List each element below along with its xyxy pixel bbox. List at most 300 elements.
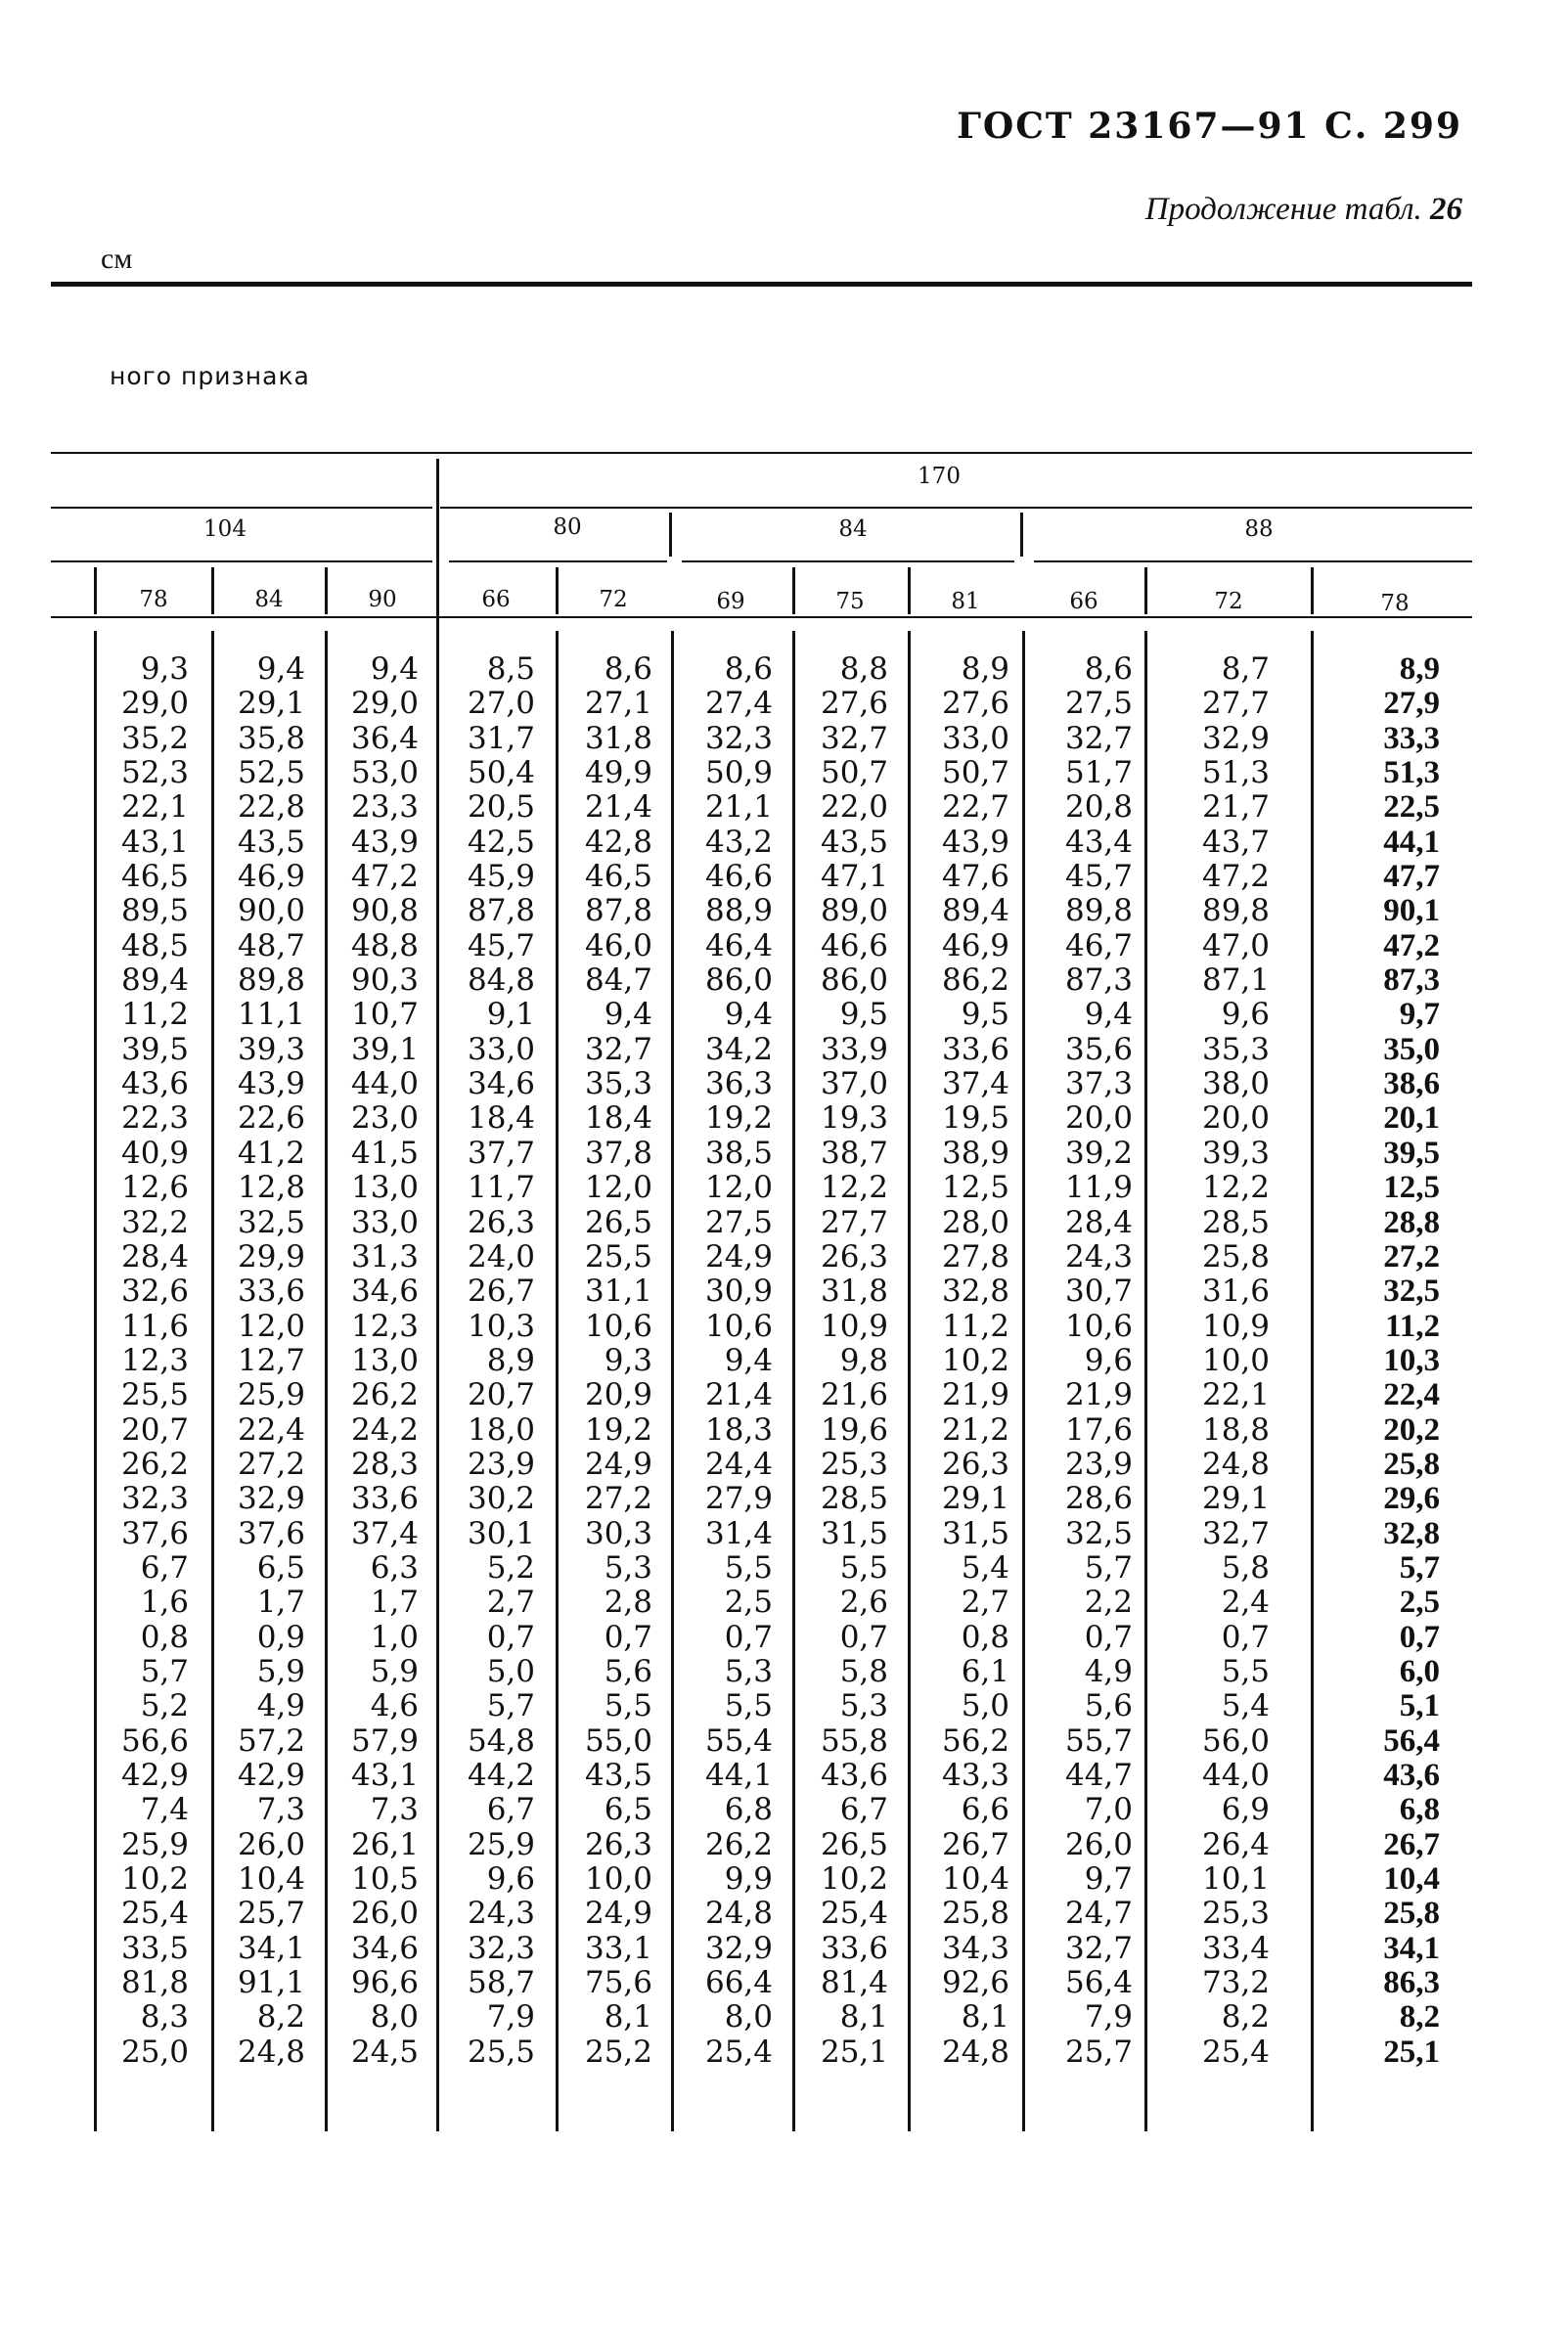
table-cell: 27,9 [704, 1481, 773, 1517]
table-cell: 19,5 [941, 1100, 1009, 1137]
table-cell: 96,6 [350, 1965, 419, 2001]
table-cell: 55,4 [704, 1722, 773, 1759]
table-cell: 9,1 [486, 997, 535, 1033]
table-cell: 26,2 [350, 1377, 419, 1413]
table-cell: 21,4 [584, 789, 652, 826]
table-cell: 26,3 [820, 1238, 888, 1275]
table-cell: 10,2 [820, 1861, 888, 1898]
table-cell: 25,8 [1201, 1238, 1270, 1275]
table-cell: 47,2 [350, 859, 419, 895]
table-cell: 18,3 [704, 1411, 773, 1448]
table-cell: 33,0 [467, 1031, 535, 1067]
table-cell: 55,7 [1064, 1722, 1133, 1759]
body-rule-3 [556, 631, 559, 2131]
table-cell: 51,3 [1201, 755, 1270, 791]
table-cell: 5,5 [724, 1549, 773, 1586]
table-cell: 5,6 [1084, 1688, 1133, 1724]
table-cell: 81,4 [820, 1965, 888, 2001]
table-cell: 29,6 [1383, 1481, 1440, 1517]
table-cell: 46,7 [1064, 927, 1133, 963]
table-cell: 32,7 [584, 1031, 652, 1067]
table-cell: 37,8 [584, 1135, 652, 1171]
table-cell: 55,0 [584, 1722, 652, 1759]
table-cell: 4,6 [370, 1688, 419, 1724]
table-cell: 25,4 [1201, 2034, 1270, 2070]
table-cell: 27,5 [704, 1204, 773, 1240]
table-cell: 10,6 [1064, 1308, 1133, 1344]
table-cell: 26,1 [350, 1826, 419, 1862]
table-cell: 31,8 [584, 720, 652, 756]
table-cell: 28,4 [120, 1238, 189, 1275]
table-cell: 49,9 [584, 755, 652, 791]
table-cell: 43,5 [820, 824, 888, 860]
table-cell: 46,9 [941, 927, 1009, 963]
table-cell: 8,1 [839, 1999, 888, 2035]
table-cell: 46,6 [820, 927, 888, 963]
table-cell: 5,2 [486, 1549, 535, 1586]
table-cell: 32,3 [120, 1481, 189, 1517]
table-cell: 19,2 [584, 1411, 652, 1448]
table-cell: 33,0 [350, 1204, 419, 1240]
table-cell: 1,0 [370, 1619, 419, 1655]
table-cell: 89,0 [820, 893, 888, 929]
table-cell: 9,4 [370, 651, 419, 687]
table-cell: 29,0 [120, 686, 189, 722]
table-cell: 43,4 [1064, 824, 1133, 860]
table-cell: 21,1 [704, 789, 773, 826]
table-cell: 90,3 [350, 962, 419, 999]
table-cell: 89,4 [120, 962, 189, 999]
table-cell: 9,7 [1084, 1861, 1133, 1898]
table-cell: 25,4 [120, 1896, 189, 1932]
table-cell: 25,7 [1064, 2034, 1133, 2070]
table-cell: 8,6 [724, 651, 773, 687]
table-cell: 24,8 [237, 2034, 305, 2070]
table-cell: 26,7 [1383, 1826, 1440, 1862]
table-cell: 42,8 [584, 824, 652, 860]
table-cell: 24,8 [704, 1896, 773, 1932]
table-cell: 8,6 [604, 651, 652, 687]
feature-label: ного признака [110, 362, 310, 390]
table-cell: 11,6 [120, 1308, 189, 1344]
table-cell: 46,6 [704, 859, 773, 895]
table-cell: 22,6 [237, 1100, 305, 1137]
table-cell: 31,3 [350, 1238, 419, 1275]
table-cell: 7,4 [140, 1792, 189, 1828]
table-cell: 8,0 [370, 1999, 419, 2035]
table-cell: 5,8 [1221, 1549, 1270, 1586]
table-cell: 9,4 [604, 997, 652, 1033]
table-cell: 1,7 [370, 1585, 419, 1621]
table-cell: 12,8 [237, 1170, 305, 1206]
table-cell: 2,2 [1084, 1585, 1133, 1621]
table-cell: 36,3 [704, 1066, 773, 1102]
table-cell: 43,9 [941, 824, 1009, 860]
table-cell: 27,6 [820, 686, 888, 722]
table-cell: 23,9 [467, 1446, 535, 1482]
group-rule-right [440, 507, 1472, 509]
table-cell: 0,7 [1084, 1619, 1133, 1655]
table-cell: 43,6 [1383, 1758, 1440, 1793]
body-rule-7 [1022, 631, 1025, 2131]
table-cell: 19,3 [820, 1100, 888, 1137]
table-cell: 19,6 [820, 1411, 888, 1448]
col-rule-1 [211, 567, 214, 614]
table-cell: 9,4 [1084, 997, 1133, 1033]
table-cell: 24,3 [467, 1896, 535, 1932]
table-cell: 43,6 [120, 1066, 189, 1102]
table-cell: 5,9 [370, 1653, 419, 1689]
table-cell: 31,4 [704, 1515, 773, 1551]
table-cell: 47,7 [1383, 859, 1440, 895]
table-cell: 46,5 [120, 859, 189, 895]
table-cell: 4,9 [1084, 1653, 1133, 1689]
table-cell: 31,5 [941, 1515, 1009, 1551]
table-cell: 39,3 [1201, 1135, 1270, 1171]
table-number: 26 [1430, 192, 1462, 227]
table-cell: 12,6 [120, 1170, 189, 1206]
column-header: 69 [716, 589, 745, 614]
column-header: 66 [481, 587, 511, 612]
table-cell: 27,0 [467, 686, 535, 722]
table-cell: 11,2 [1385, 1308, 1440, 1344]
table-cell: 24,7 [1064, 1896, 1133, 1932]
table-cell: 5,3 [604, 1549, 652, 1586]
table-cell: 89,8 [1201, 893, 1270, 929]
table-cell: 44,1 [704, 1758, 773, 1793]
table-cell: 9,3 [604, 1342, 652, 1378]
table-cell: 31,5 [820, 1515, 888, 1551]
table-cell: 10,9 [1201, 1308, 1270, 1344]
table-cell: 33,3 [1383, 720, 1440, 756]
table-cell: 37,0 [820, 1066, 888, 1102]
table-cell: 34,1 [237, 1930, 305, 1966]
table-cell: 26,3 [941, 1446, 1009, 1482]
table-cell: 5,0 [961, 1688, 1009, 1724]
table-cell: 32,7 [1064, 720, 1133, 756]
table-cell: 6,8 [724, 1792, 773, 1828]
table-cell: 89,5 [120, 893, 189, 929]
table-cell: 48,5 [120, 927, 189, 963]
table-cell: 89,8 [1064, 893, 1133, 929]
table-cell: 32,2 [120, 1204, 189, 1240]
table-cell: 32,3 [467, 1930, 535, 1966]
table-cell: 30,7 [1064, 1274, 1133, 1310]
table-cell: 31,6 [1201, 1274, 1270, 1310]
table-cell: 22,4 [1383, 1377, 1440, 1413]
table-cell: 28,6 [1064, 1481, 1133, 1517]
table-cell: 12,3 [350, 1308, 419, 1344]
table-cell: 20,5 [467, 789, 535, 826]
table-cell: 35,2 [120, 720, 189, 756]
data-column [560, 652, 652, 2070]
table-cell: 10,4 [1383, 1861, 1440, 1898]
subgroup-rule-88 [1034, 560, 1472, 562]
height-group-header: 170 [918, 464, 961, 489]
table-cell: 0,8 [140, 1619, 189, 1655]
table-cell: 33,5 [120, 1930, 189, 1966]
table-cell: 25,0 [120, 2034, 189, 2070]
table-cell: 34,6 [350, 1274, 419, 1310]
table-cell: 20,9 [584, 1377, 652, 1413]
table-cell: 5,5 [839, 1549, 888, 1586]
table-cell: 23,9 [1064, 1446, 1133, 1482]
table-cell: 44,2 [467, 1758, 535, 1793]
table-cell: 6,1 [961, 1653, 1009, 1689]
table-cell: 43,3 [941, 1758, 1009, 1793]
table-cell: 6,7 [140, 1549, 189, 1586]
table-cell: 24,0 [467, 1238, 535, 1275]
table-cell: 22,8 [237, 789, 305, 826]
data-column [912, 652, 1009, 2070]
table-cell: 26,7 [467, 1274, 535, 1310]
table-cell: 47,2 [1201, 859, 1270, 895]
table-cell: 24,5 [350, 2034, 419, 2070]
table-cell: 8,9 [961, 651, 1009, 687]
table-cell: 20,1 [1383, 1100, 1440, 1137]
table-cell: 10,0 [584, 1861, 652, 1898]
table-cell: 20,2 [1383, 1411, 1440, 1448]
table-cell: 43,1 [350, 1758, 419, 1793]
table-cell: 30,2 [467, 1481, 535, 1517]
table-cell: 34,2 [704, 1031, 773, 1067]
table-cell: 25,9 [120, 1826, 189, 1862]
table-cell: 26,5 [820, 1826, 888, 1862]
table-cell: 9,6 [486, 1861, 535, 1898]
table-cell: 8,2 [1399, 1999, 1440, 2035]
table-cell: 33,6 [941, 1031, 1009, 1067]
col-rule-3 [556, 567, 559, 614]
table-cell: 25,8 [941, 1896, 1009, 1932]
table-cell: 41,2 [237, 1135, 305, 1171]
table-cell: 47,1 [820, 859, 888, 895]
subgroup-rule-104 [51, 560, 432, 562]
table-cell: 38,9 [941, 1135, 1009, 1171]
table-cell: 26,3 [467, 1204, 535, 1240]
table-cell: 20,0 [1064, 1100, 1133, 1137]
table-cell: 43,2 [704, 824, 773, 860]
table-cell: 22,7 [941, 789, 1009, 826]
table-cell: 88,9 [704, 893, 773, 929]
table-cell: 55,8 [820, 1722, 888, 1759]
table-cell: 8,8 [839, 651, 888, 687]
column-header: 66 [1069, 589, 1098, 614]
table-cell: 50,7 [820, 755, 888, 791]
table-cell: 22,5 [1383, 789, 1440, 826]
table-cell: 22,3 [120, 1100, 189, 1137]
table-cell: 0,7 [839, 1619, 888, 1655]
table-cell: 9,9 [724, 1861, 773, 1898]
table-cell: 27,2 [237, 1446, 305, 1482]
table-cell: 22,1 [1201, 1377, 1270, 1413]
table-cell: 5,6 [604, 1653, 652, 1689]
table-cell: 56,4 [1383, 1722, 1440, 1759]
table-cell: 43,5 [237, 824, 305, 860]
table-cell: 1,6 [140, 1585, 189, 1621]
table-cell: 28,4 [1064, 1204, 1133, 1240]
table-cell: 5,3 [724, 1653, 773, 1689]
table-cell: 28,5 [820, 1481, 888, 1517]
column-header: 72 [599, 587, 628, 612]
table-cell: 4,9 [256, 1688, 305, 1724]
table-cell: 0,7 [604, 1619, 652, 1655]
col-rule-0 [94, 567, 97, 614]
table-cell: 18,4 [467, 1100, 535, 1137]
table-cell: 39,5 [1383, 1135, 1440, 1171]
table-cell: 47,0 [1201, 927, 1270, 963]
table-cell: 46,4 [704, 927, 773, 963]
table-cell: 24,9 [584, 1446, 652, 1482]
table-cell: 37,3 [1064, 1066, 1133, 1102]
table-cell: 89,4 [941, 893, 1009, 929]
table-cell: 33,9 [820, 1031, 888, 1067]
table-cell: 13,0 [350, 1342, 419, 1378]
table-cell: 8,0 [724, 1999, 773, 2035]
table-cell: 20,7 [467, 1377, 535, 1413]
table-cell: 28,3 [350, 1446, 419, 1482]
column-header: 78 [1380, 591, 1410, 616]
table-cell: 32,5 [237, 1204, 305, 1240]
table-cell: 5,7 [1399, 1549, 1440, 1586]
table-cell: 24,9 [704, 1238, 773, 1275]
table-cell: 28,0 [941, 1204, 1009, 1240]
table-cell: 26,2 [704, 1826, 773, 1862]
table-cell: 86,2 [941, 962, 1009, 999]
table-cell: 87,8 [584, 893, 652, 929]
table-cell: 5,7 [1084, 1549, 1133, 1586]
table-cell: 44,0 [1201, 1758, 1270, 1793]
table-cell: 57,2 [237, 1722, 305, 1759]
body-rule-1 [211, 631, 214, 2131]
table-cell: 29,1 [941, 1481, 1009, 1517]
table-cell: 84,8 [467, 962, 535, 999]
column-header: 90 [368, 587, 397, 612]
table-cell: 92,6 [941, 1965, 1009, 2001]
table-cell: 86,3 [1383, 1965, 1440, 2001]
table-cell: 37,7 [467, 1135, 535, 1171]
table-cell: 22,1 [120, 789, 189, 826]
data-column [1317, 652, 1440, 2070]
table-cell: 47,6 [941, 859, 1009, 895]
table-cell: 90,0 [237, 893, 305, 929]
subgroup-rule-80 [449, 560, 667, 562]
table-cell: 26,4 [1201, 1826, 1270, 1862]
table-cell: 37,4 [941, 1066, 1009, 1102]
data-column [215, 652, 305, 2070]
table-cell: 26,5 [584, 1204, 652, 1240]
table-cell: 5,0 [486, 1653, 535, 1689]
group-rule-left [51, 507, 432, 509]
table-cell: 21,7 [1201, 789, 1270, 826]
table-cell: 29,1 [237, 686, 305, 722]
table-cell: 7,9 [1084, 1999, 1133, 2035]
table-cell: 9,5 [961, 997, 1009, 1033]
table-cell: 5,1 [1399, 1688, 1440, 1724]
girth-84-header: 84 [838, 516, 868, 542]
table-cell: 45,7 [467, 927, 535, 963]
table-cell: 43,5 [584, 1758, 652, 1793]
table-cell: 0,7 [486, 1619, 535, 1655]
column-header: 75 [835, 589, 865, 614]
table-cell: 5,2 [140, 1688, 189, 1724]
table-cell: 91,1 [237, 1965, 305, 2001]
table-cell: 17,6 [1064, 1411, 1133, 1448]
table-cell: 10,3 [1383, 1342, 1440, 1378]
table-cell: 33,6 [237, 1274, 305, 1310]
table-cell: 7,3 [370, 1792, 419, 1828]
table-cell: 25,9 [237, 1377, 305, 1413]
table-cell: 86,0 [820, 962, 888, 999]
table-cell: 2,7 [961, 1585, 1009, 1621]
table-cell: 5,9 [256, 1653, 305, 1689]
table-cell: 20,8 [1064, 789, 1133, 826]
table-cell: 34,1 [1383, 1930, 1440, 1966]
table-cell: 25,5 [120, 1377, 189, 1413]
table-cell: 5,7 [486, 1688, 535, 1724]
table-cell: 5,5 [1221, 1653, 1270, 1689]
table-cell: 34,3 [941, 1930, 1009, 1966]
divider-main [436, 459, 439, 2131]
table-cell: 6,3 [370, 1549, 419, 1586]
table-cell: 45,7 [1064, 859, 1133, 895]
table-cell: 10,4 [237, 1861, 305, 1898]
table-cell: 21,9 [941, 1377, 1009, 1413]
col-rule-4 [792, 567, 795, 614]
table-cell: 10,1 [1201, 1861, 1270, 1898]
table-cell: 51,3 [1383, 755, 1440, 791]
table-cell: 5,4 [961, 1549, 1009, 1586]
table-cell: 1,7 [256, 1585, 305, 1621]
table-cell: 27,4 [704, 686, 773, 722]
table-cell: 6,9 [1221, 1792, 1270, 1828]
table-cell: 9,4 [256, 651, 305, 687]
unit-label: см [101, 243, 133, 275]
table-cell: 90,8 [350, 893, 419, 929]
table-cell: 57,9 [350, 1722, 419, 1759]
table-cell: 6,8 [1399, 1792, 1440, 1828]
body-rule-9 [1311, 631, 1314, 2131]
table-cell: 44,0 [350, 1066, 419, 1102]
table-cell: 9,4 [724, 997, 773, 1033]
table-cell: 32,5 [1064, 1515, 1133, 1551]
table-cell: 33,1 [584, 1930, 652, 1966]
table-cell: 12,3 [120, 1342, 189, 1378]
table-cell: 30,3 [584, 1515, 652, 1551]
table-cell: 32,3 [704, 720, 773, 756]
table-cell: 10,9 [820, 1308, 888, 1344]
table-cell: 26,0 [1064, 1826, 1133, 1862]
table-cell: 75,6 [584, 1965, 652, 2001]
table-cell: 42,5 [467, 824, 535, 860]
table-cell: 26,2 [120, 1446, 189, 1482]
table-cell: 25,7 [237, 1896, 305, 1932]
table-cell: 12,0 [237, 1308, 305, 1344]
table-cell: 56,0 [1201, 1722, 1270, 1759]
table-cell: 33,4 [1201, 1930, 1270, 1966]
column-header: 84 [254, 587, 284, 612]
table-cell: 28,5 [1201, 1204, 1270, 1240]
table-cell: 45,9 [467, 859, 535, 895]
table-cell: 56,4 [1064, 1965, 1133, 2001]
table-cell: 6,6 [961, 1792, 1009, 1828]
table-cell: 90,1 [1383, 893, 1440, 929]
table-cell: 6,7 [839, 1792, 888, 1828]
table-cell: 86,0 [704, 962, 773, 999]
table-cell: 20,0 [1201, 1100, 1270, 1137]
table-cell: 38,7 [820, 1135, 888, 1171]
table-cell: 0,7 [1399, 1619, 1440, 1655]
table-cell: 24,8 [1201, 1446, 1270, 1482]
